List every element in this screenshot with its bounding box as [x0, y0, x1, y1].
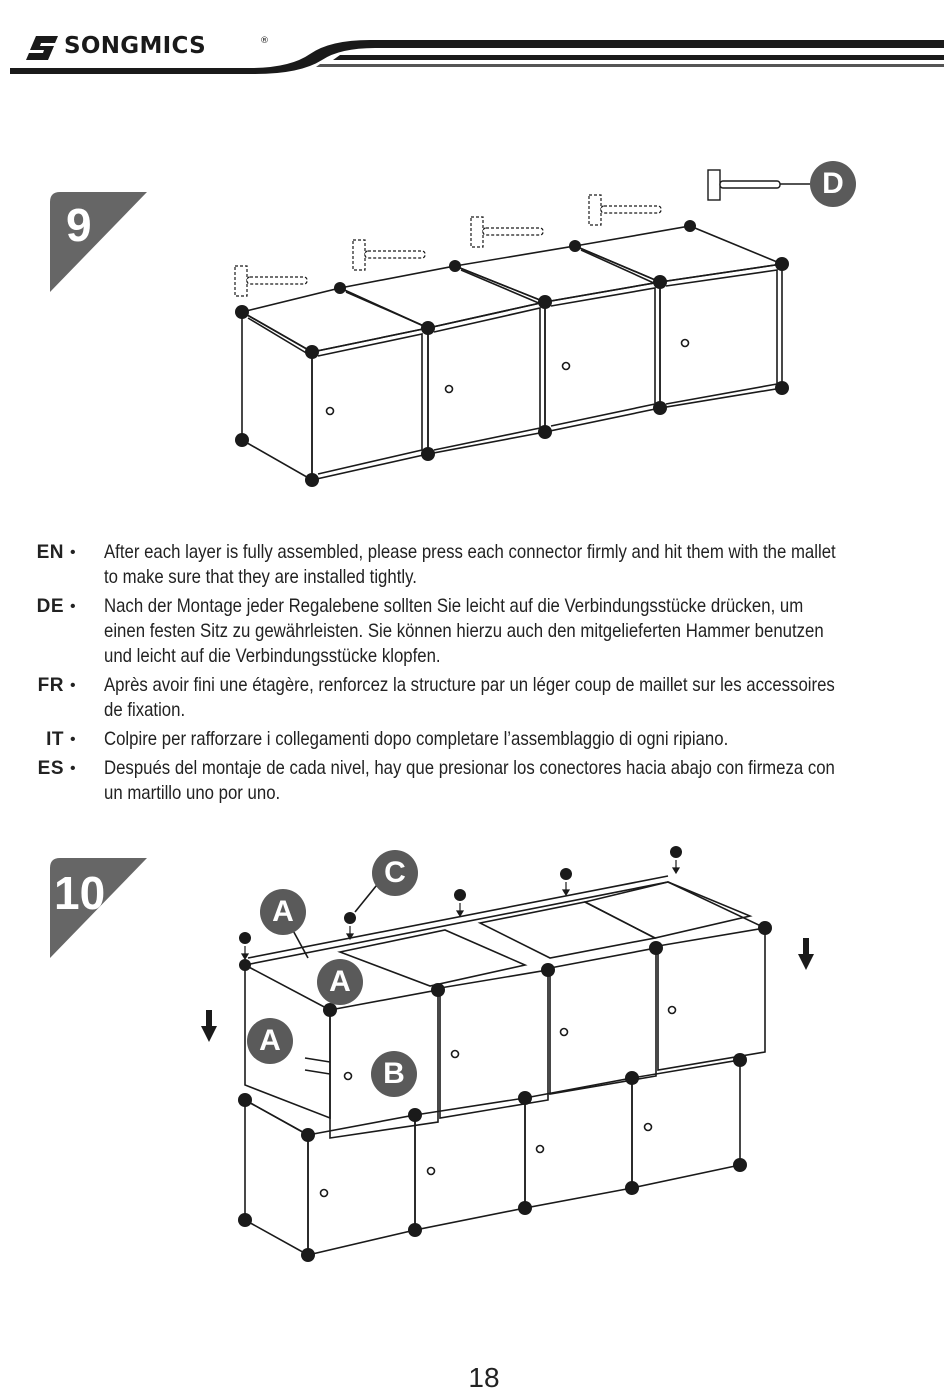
bullet: • [70, 544, 76, 561]
step-9-badge [50, 192, 150, 294]
step-9-illustration [220, 160, 840, 500]
callout-b: B [371, 1051, 417, 1097]
lang-code-en: EN [36, 542, 64, 563]
callout-a-side: A [247, 1018, 293, 1064]
instruction-text-line: Después del montaje de cada nivel, hay que presionar los conectores hacia abajo con firmeza con [104, 757, 835, 779]
bullet: • [70, 731, 76, 748]
instruction-text-line: und leicht auf die Verbindungsstücke klopfen. [104, 645, 441, 667]
lang-code-it: IT [46, 729, 64, 750]
bullet: • [70, 598, 76, 615]
instruction-text-line: de fixation. [104, 699, 186, 721]
instruction-text-line: un martillo uno por uno. [104, 782, 281, 804]
callout-c: C [372, 850, 418, 896]
instruction-text-line: Après avoir fini une étagère, renforcez la structure par un léger coup de maillet sur les accessoires [104, 674, 835, 696]
instruction-text-line: Colpire per rafforzare i collegamenti dopo completare l’assemblaggio di ogni ripiano. [104, 728, 729, 750]
instruction-text-line: to make sure that they are installed tightly. [104, 566, 417, 588]
instruction-text-line: Nach der Montage jeder Regalebene sollten Sie leicht auf die Verbindungsstücke drücken, um [104, 595, 804, 617]
callout-d: D [810, 161, 856, 207]
lang-code-fr: FR [37, 675, 64, 696]
lang-code-es: ES [37, 758, 64, 779]
brand-name: SONGMICS [64, 33, 206, 59]
step-10-number: 10 [54, 867, 106, 919]
lang-code-de: DE [36, 596, 64, 617]
instruction-text-line: einen festen Sitz zu gewährleisten. Sie können hierzu auch den mitgelieferten Hammer benutzen [104, 620, 824, 642]
callout-a-middle: A [317, 959, 363, 1005]
page-number: 18 [468, 1362, 500, 1393]
callout-a-top: A [260, 889, 306, 935]
songmics-s-logo [26, 36, 58, 60]
bullet: • [70, 760, 76, 777]
step-9-number: 9 [66, 199, 92, 251]
bullet: • [70, 677, 76, 694]
registered-mark: ® [260, 36, 269, 46]
instruction-text-line: After each layer is fully assembled, please press each connector firmly and hit them with the mallet [104, 541, 836, 563]
